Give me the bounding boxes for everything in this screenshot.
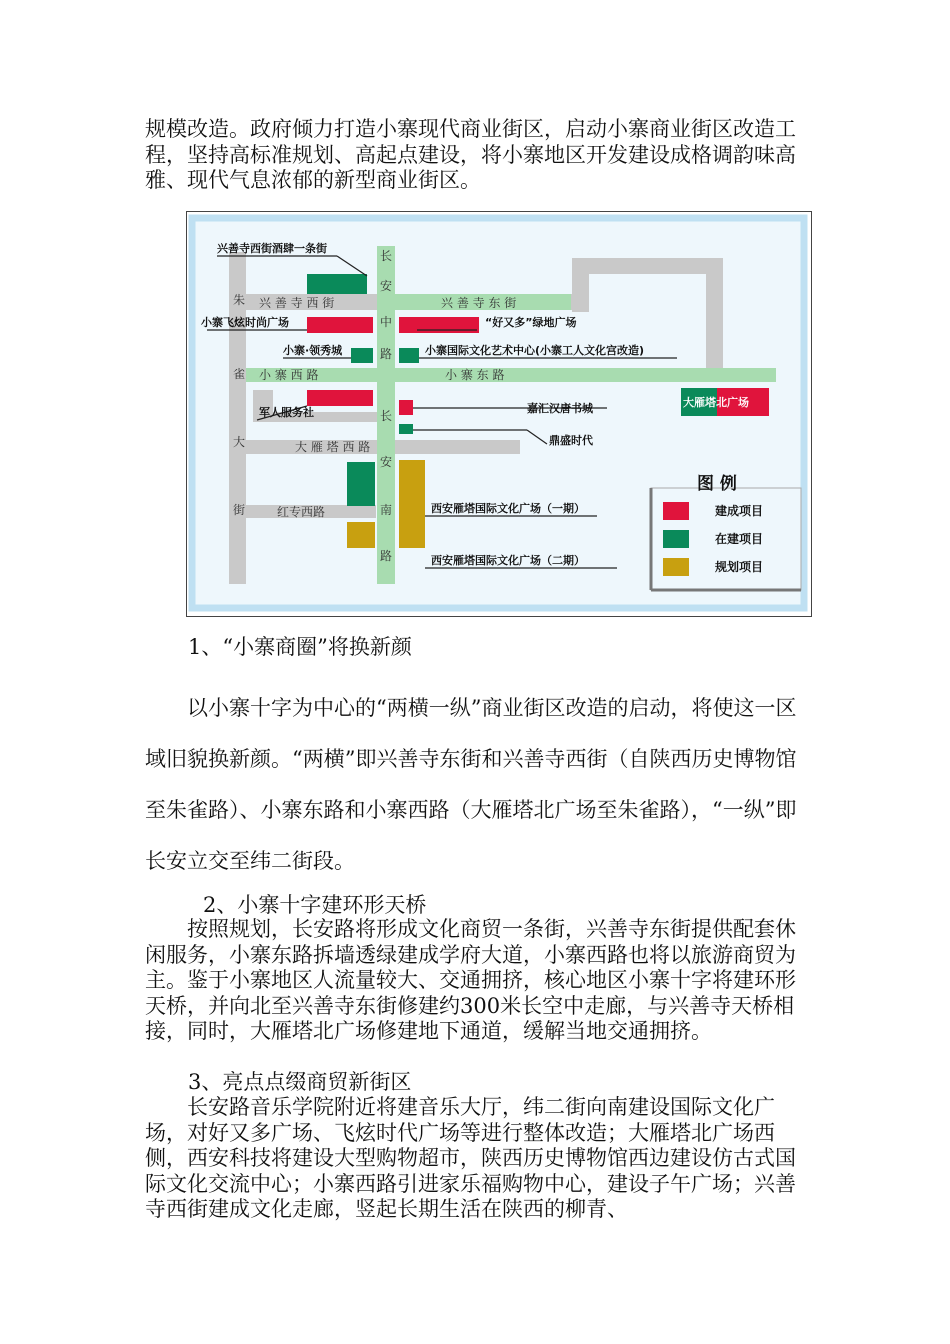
road-label-xingshansi-east: 兴 善 寺 东 街	[441, 296, 517, 310]
map-figure	[187, 212, 811, 616]
road-label-dayanta-west: 大 雁 塔 西 路	[295, 440, 371, 454]
section2-body: 按照规划，长安路将形成文化商贸一条街，兴善寺东街提供配套休闲服务，小寨东路拆墙透绿建成学府大道，小寨西路也将以旅游商贸为主。鉴于小寨地区人流量较大、交通拥挤，核心地区小寨十字将建环形天桥，并向北至兴善寺东街修建约300米长空中走廊，与兴善寺天桥相接，同时，大雁塔北广场修建地下通道，缓解当地交通拥挤。	[145, 917, 796, 1043]
legend-label-built: 建成项目	[715, 504, 764, 518]
legend-label-planned: 规划项目	[715, 560, 764, 574]
label-lingxiucheng: 小寨·领秀城	[283, 344, 343, 357]
legend-swatch-building	[663, 530, 689, 548]
road-label-changan-7: 南	[380, 503, 393, 517]
block-dingsheng	[399, 424, 413, 434]
block-plaza-east-planned	[399, 460, 425, 548]
label-jiahui: 嘉汇汉唐书城	[527, 402, 593, 415]
block-junren	[307, 390, 373, 406]
section3-heading: 3、亮点点缀商贸新街区	[188, 1070, 412, 1094]
block-jiusi	[307, 274, 367, 294]
road-east-top	[572, 258, 722, 274]
label-junren: 军人服务社	[259, 406, 314, 419]
road-label-changan-8: 路	[380, 549, 393, 563]
block-plaza-west-planned	[347, 522, 375, 548]
block-feixuan	[307, 317, 373, 333]
road-label-changan-3: 中	[380, 315, 393, 329]
block-haoyouduo	[399, 317, 479, 333]
road-label-zhuque-4: 街	[233, 503, 246, 517]
section1-heading: 1、“小寨商圈”将换新颜	[188, 635, 412, 659]
legend-label-building: 在建项目	[715, 532, 764, 546]
xiaozhai-district-map	[186, 211, 812, 617]
section1-body: 以小寨十字为中心的“两横一纵”商业街区改造的启动，将使这一区域旧貌换新颜。“两横”即兴善寺东街和兴善寺西街（自陕西历史博物馆至朱雀路）、小寨东路和小寨西路（大雁塔北广场至朱雀路），“一纵”即长安立交至纬二街段。	[145, 696, 797, 873]
road-east-vertical-b	[706, 258, 723, 374]
road-label-changan-4: 路	[380, 347, 393, 361]
road-label-changan-5: 长	[380, 409, 393, 423]
label-plaza-phase1: 西安雁塔国际文化广场（一期）	[431, 502, 585, 515]
legend-swatch-planned	[663, 558, 689, 576]
label-feixuan: 小寨飞炫时尚广场	[201, 316, 289, 329]
road-label-xiaozhai-east: 小 寨 东 路	[445, 368, 505, 382]
block-plaza-west-building	[347, 462, 375, 506]
road-xiaozhai	[246, 368, 776, 382]
section2-heading: 2、小寨十字建环形天桥	[203, 893, 427, 917]
road-label-zhuque-3: 大	[233, 435, 246, 449]
road-label-xingshansi-west: 兴 善 寺 西 街	[259, 296, 335, 310]
road-label-changan-6: 安	[380, 455, 393, 469]
label-plaza-phase2: 西安雁塔国际文化广场（二期）	[431, 554, 585, 567]
block-jiahui	[399, 400, 413, 415]
road-label-changan-1: 长	[380, 249, 393, 263]
block-culture-center	[399, 348, 419, 363]
section3-body: 长安路音乐学院附近将建音乐大厅，纬二街向南建设国际文化广场，对好又多广场、飞炫时代广场等进行整体改造；大雁塔北广场西侧，西安科技将建设大型购物超市，陕西历史博物馆西边建设仿古式国际文化交流中心；小寨西路引进家乐福购物中心，建设子午广场；兴善寺西街建成文化走廊，竖起长期生活在陕西的柳青、	[145, 1095, 796, 1221]
label-dayanta-north: 大雁塔北广场	[683, 396, 749, 409]
label-culture-center: 小寨国际文化艺术中心(小寨工人文化宫改造)	[425, 344, 645, 357]
road-label-zhuque-1: 朱	[233, 293, 246, 307]
legend-swatch-built	[663, 502, 689, 520]
legend-title: 图 例	[697, 474, 737, 494]
intro-paragraph: 规模改造。政府倾力打造小寨现代商业街区，启动小寨商业街区改造工程，坚持高标准规划、高起点建设，将小寨地区开发建设成格调韵味高雅、现代气息浓郁的新型商业街区。	[145, 117, 796, 192]
road-label-hongzhuan-west: 红专西路	[277, 505, 326, 519]
road-label-xiaozhai-west: 小 寨 西 路	[259, 368, 319, 382]
road-label-changan-2: 安	[380, 279, 393, 293]
label-haoyouduo: “好又多”绿地广场	[485, 316, 577, 329]
block-lingxiucheng	[351, 348, 373, 363]
label-dingsheng: 鼎盛时代	[549, 434, 593, 447]
label-jiusi-street: 兴善寺西街酒肆一条街	[217, 242, 327, 255]
road-label-zhuque-2: 雀	[233, 367, 246, 381]
